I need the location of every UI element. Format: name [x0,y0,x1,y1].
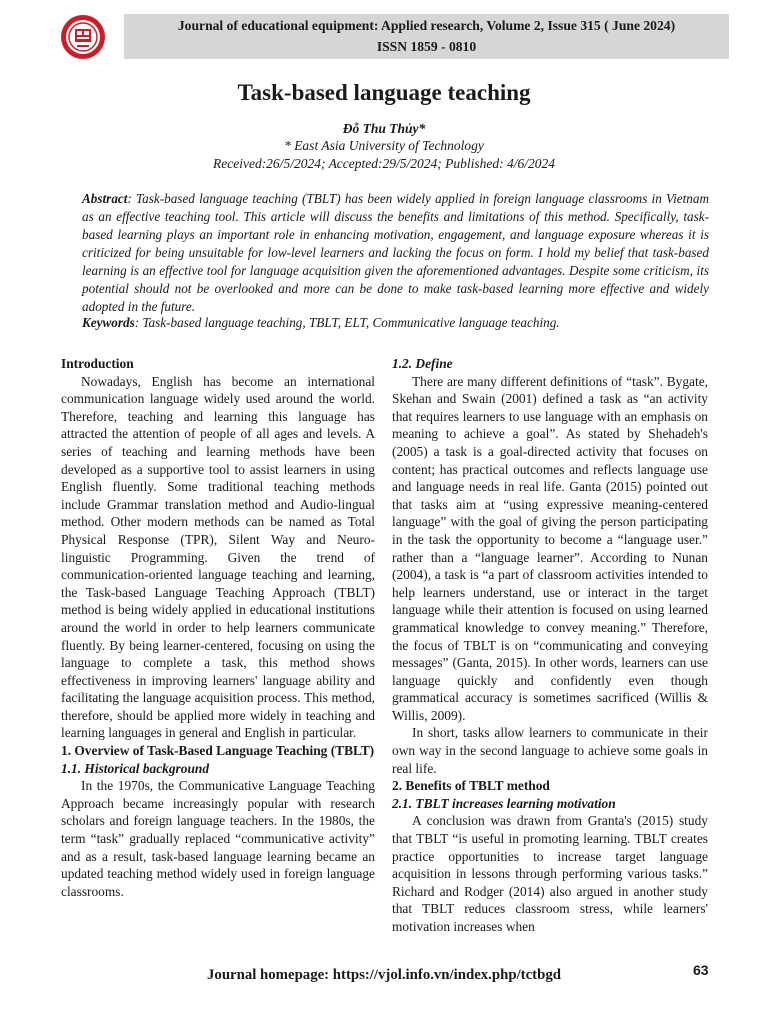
abstract-text: : Task-based language teaching (TBLT) has been widely applied in foreign language classrooms in Vietnam as an effective teaching tool. This article will discuss the benefits and limitations of this method. Specifically, task-based learning plays an important role in enhancing motivation, engagement, and language exposure whereas it is criticized for being unsuitable for low-level learners and lacking the focus on form. I hold my belief that task-based learning is an effective tool for language acquisition given the aforementioned advantages. Despite some criticism, its potential should not be overlooked and more can be done to make task-based learning more effective and widely adopted in the future. [82,191,709,314]
intro-paragraph: Nowadays, English has become an international communication language widely used around the world. Therefore, teaching and learning this language has attracted the attention of people of all ages and levels. A series of teaching and learning methods have been developed as a supportive tool to assist learners in using English fluently. Some traditional teaching methods include Grammar translation method and Audio-lingual method. Other modern methods can be named as Total Physical Response (TPR), Silent Way and Neuro-linguistic Programming. Given the trend of communication-oriented language teaching and learning, the Task-based Language Teaching Approach (TBLT) method is being widely applied in educational institutions around the world in order to help learners communicate fluently. By being learner-centered, focusing on using the language to complete a task, this method shows effectiveness in improving learners' language ability and facilitating the language acquisition process. This method, therefore, should be applied more widely in teaching and learning languages in general and English in particular. [61,373,375,741]
publication-dates: Received:26/5/2024; Accepted:29/5/2024; Published: 4/6/2024 [212,156,556,171]
section-1-2-heading: 1.2. Define [392,356,453,371]
intro-heading: Introduction [61,356,134,371]
section-2-1-paragraph: A conclusion was drawn from Granta's (2015) study that TBLT “is useful in promoting learning. TBLT creates practice opportunities to increase target language acquisition in lessons through performing various tasks.” Richard and Rodger (2014) also argued in another study that TBLT reduces classroom stress, while learners' motivation increases when [392,813,708,934]
abstract-label: Abstract [82,191,128,206]
journal-logo-icon [60,14,106,60]
section-1-1-paragraph: In the 1970s, the Communicative Language Teaching Approach became increasingly popular with research scholars and foreign language teachers. In the 1980s, the term “task” gradually replaced “communicative activity” and as a result, task-based language learning became an updated teaching method widely used in foreign language classrooms. [61,778,375,899]
section-2-heading: 2. Benefits of TBLT method [392,778,550,794]
section-1-1-heading: 1.1. Historical background [61,760,210,776]
journal-line: Journal of educational equipment: Applied research, Volume 2, Issue 315 ( June 2024) [177,18,676,33]
journal-header [124,14,729,59]
keywords-text: : Task-based language teaching, TBLT, ELT, Communicative language teaching. [134,315,560,330]
abstract [82,190,709,316]
section-2-1-heading: 2.1. TBLT increases learning motivation [392,795,616,811]
right-column [392,355,708,936]
issn: ISSN 1859 - 0810 [376,39,477,54]
section-1-heading: 1. Overview of Task-Based Language Teaching (TBLT) [61,743,375,759]
keywords-label: Keywords [82,315,135,330]
page-number: 63 [693,962,709,978]
article-title: Task-based language teaching [237,80,531,105]
left-column [61,355,375,900]
affiliation: * East Asia University of Technology [284,138,484,153]
journal-homepage: Journal homepage: https://vjol.info.vn/index.php/tctbgd [207,967,561,983]
section-1-2-paragraph-1: There are many different definitions of “task”. Bygate, Skehan and Swain (2001) defined a task as “an activity that requires learners to use language with an emphasis on meaning to achieve a goal”. As stated by Shehadeh's (2005) a task is a goal-directed activity that focuses on content; has practical outcomes and reflects language use and language needs in real life. Ganta (2015) pointed out that tasks aim at “using expressive meaning-centered language” with the goal of giving the person participating in the task the opportunity to become a “language user.” rather than a “language learner”. According to Nunan (2004), a task is “a part of classroom activities intended to help learners understand, use or interact in the target language while their attention is focused on using learned grammatical knowledge to convey meaning.” Therefore, the focus of TBLT is on “communicating and conveying messages” (Ganta, 2015). In other words, learners can use language quickly and confidently even though grammatical accuracy is sometimes sacrificed (Willis & Willis, 2009). [392,373,708,723]
keywords [82,315,709,331]
author: Đỗ Thu Thủy* [342,121,426,136]
section-1-2-paragraph-2: In short, tasks allow learners to communicate in their own way in the second language to achieve some goals in real life. [392,725,708,776]
